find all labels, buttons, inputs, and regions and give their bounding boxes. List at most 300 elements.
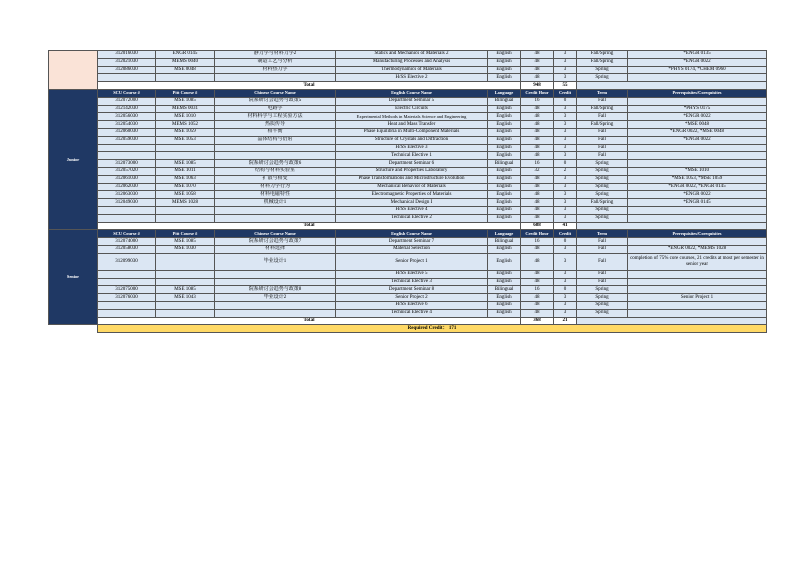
pitt-course-cell: MSE 1053 (156, 136, 215, 144)
prereq-cell (628, 144, 767, 152)
term-cell: Fall (577, 152, 628, 160)
column-header: SCU Course # (98, 230, 156, 238)
language-cell: English (488, 206, 521, 214)
credit-hour-cell: 48 (521, 113, 554, 121)
chinese-name-cell: 毕业设计1 (215, 253, 336, 270)
term-cell: Fall/Spring (577, 199, 628, 207)
prereq-cell: *MSE 0048 (628, 121, 767, 129)
pitt-course-cell (156, 74, 215, 82)
credit-cell: 3 (554, 191, 577, 199)
credit-hour-cell: 48 (521, 278, 554, 286)
english-name-cell: Technical Elective 3 (336, 278, 488, 286)
prereq-cell (628, 270, 767, 278)
credit-hour-cell: 48 (521, 191, 554, 199)
chinese-name-cell: 材料力学行为 (215, 183, 336, 191)
table-row (49, 270, 767, 278)
language-cell: English (488, 51, 521, 59)
credit-hour-cell: 32 (521, 167, 554, 175)
chinese-name-cell (215, 270, 336, 278)
chinese-name-cell: 机械设计1 (215, 199, 336, 207)
total-credits: 41 (554, 222, 577, 230)
table-row (49, 199, 767, 207)
table-row (49, 175, 767, 183)
term-cell: Fall (577, 97, 628, 105)
credit-hour-cell: 48 (521, 199, 554, 207)
pitt-course-cell (156, 144, 215, 152)
credit-hour-cell: 48 (521, 270, 554, 278)
table-row (49, 206, 767, 214)
pitt-course-cell (156, 214, 215, 222)
term-cell: Fall (577, 278, 628, 286)
credit-hour-cell: 48 (521, 175, 554, 183)
pitt-course-cell: MSE 1030 (156, 245, 215, 253)
credit-cell: 3 (554, 121, 577, 129)
scu-course-cell: 312016030 (98, 51, 156, 59)
english-name-cell: H/SS Elective 4 (336, 206, 488, 214)
credit-cell: 0 (554, 238, 577, 246)
scu-course-cell: 312056030 (98, 113, 156, 121)
scu-course-cell: 312076030 (98, 294, 156, 302)
chinese-name-cell: 院系研讨会趋势与政策7 (215, 238, 336, 246)
prereq-cell: *ENGR 0022, *ENGR 0145 (628, 183, 767, 191)
column-header: Prerequisites/Corequisites (628, 230, 767, 238)
scu-course-cell: 312060030 (98, 128, 156, 136)
prereq-cell (628, 152, 767, 160)
table-row (49, 105, 767, 113)
year-cell-senior: Senior (49, 230, 98, 325)
scu-course-cell: 312049030 (98, 199, 156, 207)
column-header: English Course Name (336, 230, 488, 238)
total-row (49, 222, 767, 230)
prereq-cell: *PHYS 0174, *CHEM 0960 (628, 66, 767, 74)
table-row (49, 214, 767, 222)
term-cell: Spring (577, 66, 628, 74)
credit-hour-cell: 48 (521, 51, 554, 59)
column-header: English Course Name (336, 89, 488, 97)
curriculum-table (48, 50, 767, 333)
pitt-course-cell: MSE 1085 (156, 286, 215, 294)
table-row (49, 238, 767, 246)
scu-course-cell: 312099030 (98, 253, 156, 270)
table-row (49, 152, 767, 160)
pitt-course-cell: MSE 1011 (156, 167, 215, 175)
total-credits: 55 (554, 82, 577, 90)
english-name-cell: Department Seminar 6 (336, 160, 488, 168)
chinese-name-cell: 结构与材料实验室 (215, 167, 336, 175)
pitt-course-cell: MSE 1085 (156, 238, 215, 246)
prereq-cell: Senior Project 1 (628, 294, 767, 302)
scu-course-cell: 312057020 (98, 167, 156, 175)
column-header-row (49, 89, 767, 97)
pitt-course-cell: MEMS 1052 (156, 121, 215, 129)
scu-course-cell: 312073000 (98, 160, 156, 168)
credit-cell: 3 (554, 58, 577, 66)
prereq-cell: *MSE 1053, *MSE 1059 (628, 175, 767, 183)
language-cell: English (488, 301, 521, 309)
language-cell: English (488, 191, 521, 199)
term-cell: Fall (577, 113, 628, 121)
column-header: SCU Course # (98, 89, 156, 97)
term-cell: Spring (577, 294, 628, 302)
term-cell: Spring (577, 286, 628, 294)
table-row (49, 245, 767, 253)
scu-course-cell: 312086030 (98, 66, 156, 74)
credit-hour-cell: 48 (521, 183, 554, 191)
prereq-cell (628, 301, 767, 309)
term-cell: Spring (577, 160, 628, 168)
column-header: Language (488, 89, 521, 97)
table-row (49, 286, 767, 294)
pitt-course-cell: MSE 0048 (156, 66, 215, 74)
credit-hour-cell: 48 (521, 105, 554, 113)
english-name-cell: Mechanical Behavior of Materials (336, 183, 488, 191)
credit-cell: 3 (554, 152, 577, 160)
chinese-name-cell: 扩散与相变 (215, 175, 336, 183)
scu-course-cell: 312061030 (98, 175, 156, 183)
credit-hour-cell: 48 (521, 74, 554, 82)
language-cell: English (488, 113, 521, 121)
chinese-name-cell (215, 206, 336, 214)
english-name-cell: Material Selection (336, 245, 488, 253)
pitt-course-cell: MSE 1043 (156, 294, 215, 302)
credit-hour-cell: 16 (521, 160, 554, 168)
column-header: Chinese Course Name (215, 230, 336, 238)
pitt-course-cell: MEMS 1028 (156, 199, 215, 207)
credit-hour-cell: 48 (521, 214, 554, 222)
table-row (49, 294, 767, 302)
credit-cell: 3 (554, 128, 577, 136)
credit-cell: 3 (554, 206, 577, 214)
english-name-cell: H/SS Elective 2 (336, 74, 488, 82)
credit-cell: 3 (554, 301, 577, 309)
pitt-course-cell (156, 206, 215, 214)
chinese-name-cell (215, 309, 336, 317)
curriculum-table-body (49, 51, 767, 333)
language-cell: English (488, 278, 521, 286)
total-credits: 21 (554, 317, 577, 325)
term-cell: Spring (577, 301, 628, 309)
scu-course-cell (98, 309, 156, 317)
scu-course-cell: 312063030 (98, 191, 156, 199)
credit-hour-cell: 16 (521, 97, 554, 105)
english-name-cell: Technical Elective 1 (336, 152, 488, 160)
column-header: Chinese Course Name (215, 89, 336, 97)
table-row (49, 97, 767, 105)
chinese-name-cell: 院系研讨会趋势与政策8 (215, 286, 336, 294)
scu-course-cell (98, 301, 156, 309)
credit-cell: 3 (554, 136, 577, 144)
required-credit: Required Credit： 171 (98, 325, 767, 333)
language-cell: English (488, 294, 521, 302)
scu-course-cell: 312062030 (98, 183, 156, 191)
chinese-name-cell: 材料热力学 (215, 66, 336, 74)
credit-cell: 3 (554, 309, 577, 317)
term-cell: Fall (577, 136, 628, 144)
table-row (49, 58, 767, 66)
prereq-cell: *MSE 1010 (628, 167, 767, 175)
scu-course-cell (98, 270, 156, 278)
column-header: Credit Hour (521, 89, 554, 97)
term-cell: Spring (577, 183, 628, 191)
table-row (49, 51, 767, 59)
chinese-name-cell: 晶体结构与衍射 (215, 136, 336, 144)
english-name-cell: Structure and Properties Laboratory (336, 167, 488, 175)
prereq-cell: *ENGR 0022 (628, 191, 767, 199)
language-cell: English (488, 136, 521, 144)
scu-course-cell: 312021030 (98, 58, 156, 66)
english-name-cell: Mechanical Design I (336, 199, 488, 207)
total-label: Total (98, 82, 521, 90)
table-row (49, 183, 767, 191)
pitt-course-cell (156, 309, 215, 317)
prereq-cell: *ENGR 0022, *MSE 0048 (628, 128, 767, 136)
term-cell: Fall (577, 270, 628, 278)
table-row (49, 253, 767, 270)
credit-cell: 0 (554, 160, 577, 168)
chinese-name-cell (215, 301, 336, 309)
language-cell: English (488, 74, 521, 82)
pitt-course-cell (156, 278, 215, 286)
table-row (49, 128, 767, 136)
credit-cell: 3 (554, 245, 577, 253)
pitt-course-cell: MSE 1085 (156, 160, 215, 168)
credit-cell: 3 (554, 66, 577, 74)
term-cell: Fall (577, 253, 628, 270)
column-header: Prerequisites/Corequisites (628, 89, 767, 97)
credit-hour-cell: 48 (521, 309, 554, 317)
credit-hour-cell: 48 (521, 144, 554, 152)
pitt-course-cell (156, 270, 215, 278)
total-row (49, 317, 767, 325)
credit-cell: 0 (554, 286, 577, 294)
prereq-cell (628, 309, 767, 317)
total-blank (577, 82, 767, 90)
language-cell: English (488, 128, 521, 136)
prereq-cell (628, 214, 767, 222)
pitt-course-cell: MSE 1058 (156, 191, 215, 199)
language-cell: English (488, 152, 521, 160)
chinese-name-cell: 相平衡 (215, 128, 336, 136)
total-credit-hours: 948 (521, 82, 554, 90)
term-cell: Fall/Spring (577, 121, 628, 129)
term-cell: Fall (577, 128, 628, 136)
language-cell: English (488, 58, 521, 66)
language-cell: English (488, 144, 521, 152)
chinese-name-cell: 毕业设计2 (215, 294, 336, 302)
prereq-cell (628, 97, 767, 105)
chinese-name-cell: 静力学与材料力学2 (215, 51, 336, 59)
chinese-name-cell (215, 278, 336, 286)
prereq-cell: completion of 75% core courses, 21 credits at most per semester in senior year (628, 253, 767, 270)
pitt-course-cell: ENGR 0145 (156, 51, 215, 59)
total-blank (577, 317, 767, 325)
credit-hour-cell: 48 (521, 136, 554, 144)
column-header: Language (488, 230, 521, 238)
scu-course-cell: 312059030 (98, 136, 156, 144)
prereq-cell (628, 206, 767, 214)
credit-hour-cell: 48 (521, 128, 554, 136)
prereq-cell: *ENGR 0022 (628, 113, 767, 121)
table-row (49, 167, 767, 175)
credit-cell: 3 (554, 105, 577, 113)
language-cell: Bilingual (488, 97, 521, 105)
term-cell: Spring (577, 214, 628, 222)
prereq-cell: *ENGR 0022 (628, 136, 767, 144)
credit-cell: 3 (554, 175, 577, 183)
english-name-cell: Experimental Methods in Materials Science and Engineering (336, 113, 488, 121)
pitt-course-cell (156, 253, 215, 270)
language-cell: Bilingual (488, 286, 521, 294)
english-name-cell: Technical Elective 2 (336, 214, 488, 222)
scu-course-cell: 312072000 (98, 97, 156, 105)
prereq-cell (628, 286, 767, 294)
credit-cell: 3 (554, 278, 577, 286)
english-name-cell: H/SS Elective 6 (336, 301, 488, 309)
year-cell-junior: Junior (49, 89, 98, 229)
required-credit-spacer (49, 325, 98, 333)
credit-hour-cell: 48 (521, 152, 554, 160)
chinese-name-cell: 材料电磁特性 (215, 191, 336, 199)
language-cell: Bilingual (488, 238, 521, 246)
chinese-name-cell: 材料科学与工程实验方法 (215, 113, 336, 121)
language-cell: English (488, 253, 521, 270)
language-cell: English (488, 66, 521, 74)
language-cell: English (488, 214, 521, 222)
table-row (49, 160, 767, 168)
english-name-cell: Structure of Crystals and Diffraction (336, 136, 488, 144)
required-credit-row (49, 325, 767, 333)
credit-hour-cell: 48 (521, 253, 554, 270)
language-cell: English (488, 309, 521, 317)
term-cell: Spring (577, 206, 628, 214)
prereq-cell (628, 238, 767, 246)
chinese-name-cell: 院系研讨会趋势与政策5 (215, 97, 336, 105)
prereq-cell: *ENGR 0135 (628, 51, 767, 59)
scu-course-cell: 312058030 (98, 245, 156, 253)
total-credit-hours: 368 (521, 317, 554, 325)
prereq-cell: *ENGR 0022 (628, 58, 767, 66)
table-row (49, 113, 767, 121)
prereq-cell: *ENGR 0022, *MEMS 1028 (628, 245, 767, 253)
prereq-cell: *PHYS 0175 (628, 105, 767, 113)
column-header: Term (577, 89, 628, 97)
chinese-name-cell: 院系研讨会趋势与政策6 (215, 160, 336, 168)
credit-cell: 3 (554, 144, 577, 152)
term-cell: Spring (577, 191, 628, 199)
credit-cell: 2 (554, 167, 577, 175)
table-row (49, 121, 767, 129)
language-cell: English (488, 183, 521, 191)
prereq-cell (628, 74, 767, 82)
english-name-cell: Manufacturing Processes and Analysis (336, 58, 488, 66)
scu-course-cell (98, 214, 156, 222)
credit-hour-cell: 48 (521, 206, 554, 214)
table-row (49, 66, 767, 74)
english-name-cell: Thermodynamics of Materials (336, 66, 488, 74)
credit-hour-cell: 48 (521, 58, 554, 66)
scu-course-cell (98, 152, 156, 160)
total-label: Total (98, 317, 521, 325)
language-cell: English (488, 105, 521, 113)
column-header: Pitt Course # (156, 230, 215, 238)
column-header: Credit (554, 230, 577, 238)
table-row (49, 278, 767, 286)
chinese-name-cell: 热质传导 (215, 121, 336, 129)
credit-hour-cell: 48 (521, 301, 554, 309)
language-cell: English (488, 121, 521, 129)
term-cell: Fall (577, 238, 628, 246)
table-row (49, 74, 767, 82)
english-name-cell: H/SS Elective 3 (336, 144, 488, 152)
chinese-name-cell: 电路学 (215, 105, 336, 113)
scu-course-cell: 312074000 (98, 238, 156, 246)
term-cell: Fall (577, 245, 628, 253)
english-name-cell: Technical Elective 4 (336, 309, 488, 317)
pitt-course-cell: MSE 1063 (156, 175, 215, 183)
prereq-cell (628, 278, 767, 286)
column-header-row (49, 230, 767, 238)
scu-course-cell (98, 74, 156, 82)
term-cell: Fall/Spring (577, 58, 628, 66)
credit-hour-cell: 16 (521, 238, 554, 246)
term-cell: Spring (577, 74, 628, 82)
english-name-cell: H/SS Elective 5 (336, 270, 488, 278)
total-label: Total (98, 222, 521, 230)
table-row (49, 191, 767, 199)
credit-cell: 3 (554, 270, 577, 278)
english-name-cell: Phase Equilibria in Multi-Component Materials (336, 128, 488, 136)
english-name-cell: Electromagnetic Properties of Materials (336, 191, 488, 199)
table-row (49, 309, 767, 317)
table-row (49, 301, 767, 309)
credit-cell: 3 (554, 294, 577, 302)
pitt-course-cell: MSE 1085 (156, 97, 215, 105)
pitt-course-cell: MSE 1059 (156, 128, 215, 136)
total-blank (577, 222, 767, 230)
pitt-course-cell: MSE 1010 (156, 113, 215, 121)
credit-hour-cell: 48 (521, 121, 554, 129)
credit-hour-cell: 48 (521, 294, 554, 302)
credit-hour-cell: 48 (521, 245, 554, 253)
chinese-name-cell: 材料选择 (215, 245, 336, 253)
english-name-cell: Senior Project 2 (336, 294, 488, 302)
chinese-name-cell: 制造工艺与分析 (215, 58, 336, 66)
credit-cell: 3 (554, 214, 577, 222)
credit-hour-cell: 48 (521, 66, 554, 74)
term-cell: Spring (577, 167, 628, 175)
pitt-course-cell: MSE 1070 (156, 183, 215, 191)
english-name-cell: Department Seminar 7 (336, 238, 488, 246)
total-row (49, 82, 767, 90)
scu-course-cell: 312075000 (98, 286, 156, 294)
credit-hour-cell: 16 (521, 286, 554, 294)
language-cell: English (488, 175, 521, 183)
column-header: Credit (554, 89, 577, 97)
credit-cell: 3 (554, 51, 577, 59)
scu-course-cell: 312142030 (98, 105, 156, 113)
term-cell: Fall/Spring (577, 51, 628, 59)
credit-cell: 3 (554, 183, 577, 191)
credit-cell: 3 (554, 253, 577, 270)
chinese-name-cell (215, 144, 336, 152)
pitt-course-cell: MEMS 0040 (156, 58, 215, 66)
year-cell-sophomore (49, 51, 98, 90)
english-name-cell: Electric Circuits (336, 105, 488, 113)
term-cell: Fall (577, 144, 628, 152)
english-name-cell: Senior Project 1 (336, 253, 488, 270)
scu-course-cell (98, 206, 156, 214)
total-credit-hours: 688 (521, 222, 554, 230)
